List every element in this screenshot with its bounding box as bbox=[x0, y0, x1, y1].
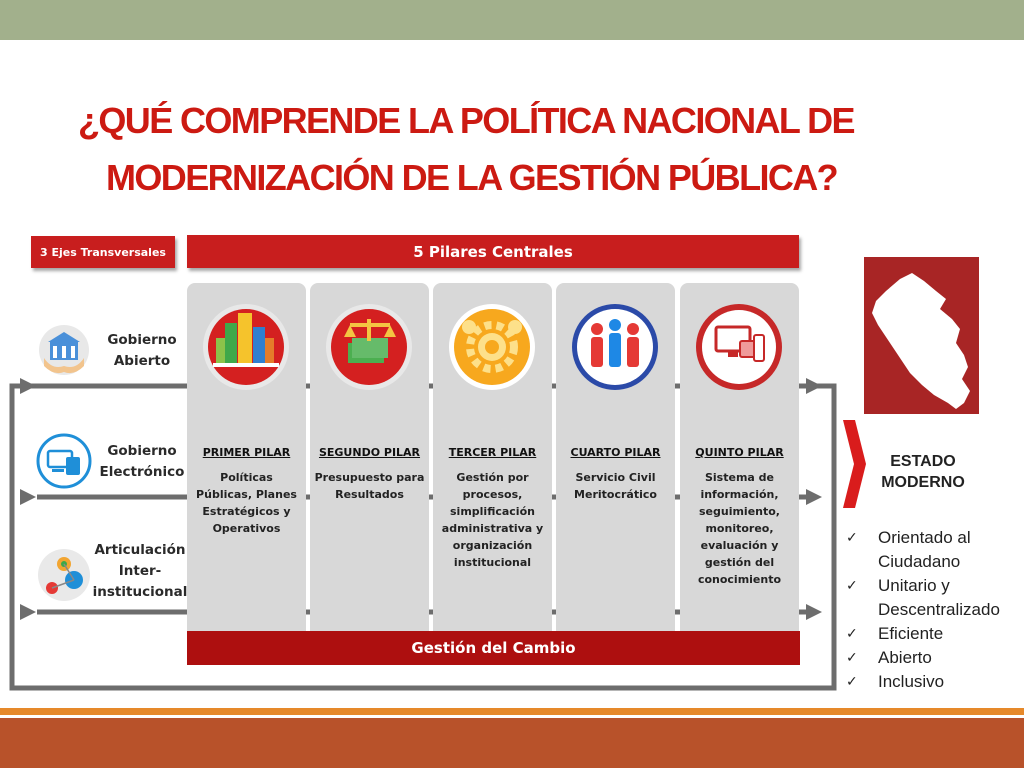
list-item bbox=[846, 622, 1000, 646]
gestion-cambio-bar: Gestión del Cambio bbox=[187, 631, 800, 665]
eje-3-line1: Articulación bbox=[94, 542, 186, 558]
estado-checklist bbox=[846, 526, 1000, 694]
check-icon: ✓ bbox=[846, 578, 858, 594]
list-item bbox=[846, 670, 1000, 694]
check-icon: ✓ bbox=[846, 626, 858, 642]
page-title-line1: ¿QUÉ COMPRENDE LA POLÍTICA NACIONAL DE bbox=[78, 100, 854, 141]
pilares-header: 5 Pilares Centrales bbox=[187, 235, 799, 268]
pillar-1-number: PRIMER PILAR bbox=[202, 446, 291, 459]
check-icon: ✓ bbox=[846, 530, 858, 546]
page-title-line2: MODERNIZACIÓN DE LA GESTIÓN PÚBLICA? bbox=[106, 157, 838, 198]
pillar-3-number: TERCER PILAR bbox=[448, 446, 537, 459]
item-1-line1: Orientado al bbox=[878, 528, 971, 547]
pillar-5-description: Sistema de información, seguimiento, monitoreo, evaluación y gestión del conocimiento bbox=[697, 471, 782, 586]
pillar-4 bbox=[556, 283, 675, 633]
pillar-1-description: Políticas Públicas, Planes Estratégicos y Operativos bbox=[196, 471, 297, 535]
pillar-4-description: Servicio Civil Meritocrático bbox=[574, 471, 657, 501]
arrow-right-2 bbox=[806, 489, 822, 505]
open-government-icon bbox=[38, 322, 90, 378]
ejes-header: 3 Ejes Transversales bbox=[31, 236, 175, 268]
list-item bbox=[846, 574, 1000, 622]
pillar-5-number: QUINTO PILAR bbox=[695, 446, 784, 459]
city-buildings-icon bbox=[187, 283, 306, 393]
pillar-2-description: Presupuesto para Resultados bbox=[314, 471, 425, 501]
bottom-bar bbox=[0, 718, 1024, 768]
item-1-line2: Ciudadano bbox=[878, 552, 961, 571]
arrow-left-3 bbox=[20, 604, 36, 620]
globe-network-icon bbox=[36, 546, 92, 604]
scale-money-icon bbox=[310, 283, 429, 393]
pillar-2-number: SEGUNDO PILAR bbox=[318, 446, 421, 459]
arrow-right-3 bbox=[806, 604, 822, 620]
item-5-label: Inclusivo bbox=[878, 672, 945, 691]
eje-2-line2: Electrónico bbox=[99, 464, 185, 480]
pillar-5 bbox=[680, 283, 799, 633]
computer-devices-icon bbox=[680, 283, 799, 393]
pillar-3 bbox=[433, 283, 552, 633]
pillar-4-number: CUARTO PILAR bbox=[570, 446, 661, 459]
people-icon bbox=[556, 283, 675, 393]
bottom-accent-line bbox=[0, 708, 1024, 715]
eje-gobierno-electronico bbox=[96, 441, 188, 483]
item-4-label: Abierto bbox=[878, 648, 932, 667]
item-3-label: Eficiente bbox=[878, 624, 944, 643]
item-2-line1: Unitario y bbox=[878, 576, 950, 595]
arrow-left-2 bbox=[20, 489, 36, 505]
check-icon: ✓ bbox=[846, 650, 858, 666]
estado-line2: MODERNO bbox=[881, 474, 965, 491]
eje-1-line1: Gobierno bbox=[107, 332, 177, 348]
peru-map-icon bbox=[864, 257, 979, 414]
pillar-3-description: Gestión por procesos, simplificación administrativa y organización institucional bbox=[441, 471, 544, 569]
estado-line1: ESTADO bbox=[890, 453, 956, 470]
devices-icon bbox=[36, 433, 92, 489]
eje-3-line3: institucional bbox=[92, 584, 188, 600]
item-2-line2: Descentralizado bbox=[878, 600, 1000, 619]
list-item bbox=[846, 526, 1000, 574]
pillar-2 bbox=[310, 283, 429, 633]
eje-articulacion bbox=[92, 540, 188, 603]
pillar-1 bbox=[187, 283, 306, 633]
arrow-left-1 bbox=[20, 378, 36, 394]
estado-moderno-title bbox=[862, 451, 984, 493]
eje-gobierno-abierto bbox=[96, 330, 188, 372]
eje-2-line1: Gobierno bbox=[107, 443, 177, 459]
eje-3-line2: Inter- bbox=[118, 563, 162, 579]
arrow-right-1 bbox=[806, 378, 822, 394]
peru-map-panel bbox=[864, 257, 979, 414]
eje-1-line2: Abierto bbox=[113, 353, 171, 369]
gears-icon bbox=[433, 283, 552, 393]
list-item bbox=[846, 646, 1000, 670]
check-icon: ✓ bbox=[846, 674, 858, 690]
